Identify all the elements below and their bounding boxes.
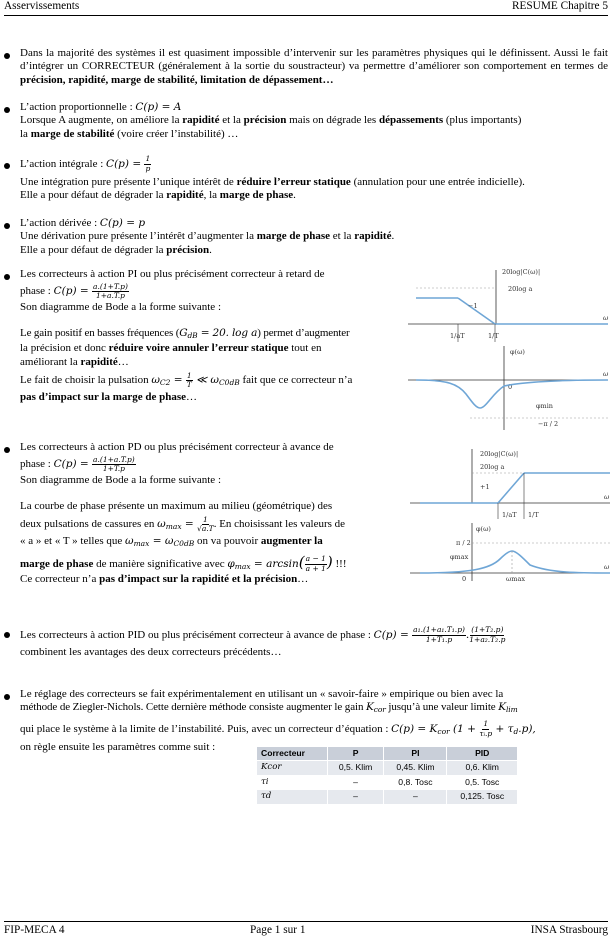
intro-paragraph [20, 47, 608, 87]
pi-tick-1T: 1/T [488, 332, 499, 340]
ziegler-nichols-section: Le réglage des correcteurs se fait expérimentalement en utilisant un « savoir-faire » empirique ou bien avec la méthode de Ziegler-Nichols. Cette dernière méthode consiste augmenter le gain Kcor jusqu’à une valeur limite Klim qui place le système à la limite de l’instabilité. Puis, avec un correcteur d’équation : C(p) = Kcor (1 + $\frac{1}{\text{τᵢ.p}}$ + τd.p), on règle ensuite les paramètres comme suit : [20, 688, 536, 753]
pd-phi-max: φmax [450, 553, 469, 561]
integral-title: L’action intégrale : [20, 158, 107, 170]
pd-phase-label: φ(ω) [476, 525, 491, 533]
table-cell: – [384, 790, 447, 804]
page-footer [4, 921, 608, 936]
table-row [257, 761, 518, 775]
pi-phi-min: φmin [536, 402, 553, 410]
table-cell: – [327, 775, 384, 789]
pd-w-max: ωmax [506, 575, 526, 583]
ziegler-nichols-table [256, 746, 518, 805]
table-cell: 0,8. Tosc [384, 775, 447, 789]
table-cell: 0,125. Tosc [447, 790, 518, 804]
bullet [4, 53, 10, 59]
intro-text: Dans la majorité des systèmes il est quasiment impossible d’intervenir sur les paramètres physiques qui le définissent. Aussi le fait d’intégrer un CORRECTEUR (généralement à la sortie du soustracteur) va permettre d’améliorer son comportement en termes de [20, 47, 608, 73]
bullet [4, 107, 10, 113]
pd-pi2: π / 2 [456, 539, 471, 547]
bullet [4, 694, 10, 700]
table-header: PI [384, 747, 447, 761]
svg-text:0: 0 [508, 383, 513, 391]
svg-text:ω: ω [603, 314, 609, 322]
table-cell: τi [257, 775, 328, 789]
footer-right: INSA Strasbourg [530, 924, 608, 936]
footer-center: Page 1 sur 1 [250, 924, 306, 936]
table-header-row [257, 747, 518, 761]
header-right: RESUME Chapitre 5 [511, 0, 608, 12]
proportional-formula: C(p) = A [135, 101, 182, 113]
intro-bold: précision, rapidité, marge de stabilité, limitation de dépassement… [20, 73, 334, 86]
table-cell: τd [257, 790, 328, 804]
bullet [4, 223, 10, 229]
page-header [4, 0, 608, 16]
pd-slope-label: +1 [480, 483, 490, 491]
bullet [4, 274, 10, 280]
pi-gain-label: 20log|C(ω)| [502, 268, 541, 276]
pd-gain-level: 20log a [480, 463, 505, 471]
svg-text:ω: ω [604, 493, 610, 501]
pi-gain-level: 20log a [508, 285, 533, 293]
table-header: Correcteur [257, 747, 328, 761]
footer-left: FIP-MECA 4 [4, 924, 65, 936]
header-left: Asservissements [4, 0, 80, 12]
bullet [4, 447, 10, 453]
bullet [4, 632, 10, 638]
svg-text:0: 0 [462, 575, 467, 583]
pi-tick-1aT: 1/aT [450, 332, 465, 340]
table-cell: Kcor [257, 761, 328, 775]
pd-tick-1aT: 1/aT [502, 511, 517, 519]
svg-text:ω: ω [604, 563, 610, 571]
pd-gain-label: 20log|C(ω)| [480, 450, 519, 458]
proportional-section: L’action proportionnelle : C(p) = A Lorsque A augmente, on améliore la rapidité et la précision mais on dégrade les dépassements (plus importants) la marge de stabilité (voire créer l’instabilité) … [20, 101, 522, 140]
table-cell: 0,45. Klim [384, 761, 447, 775]
bullet [4, 163, 10, 169]
pd-bode-diagram [410, 447, 612, 587]
table-row [257, 775, 518, 789]
table-cell: 0,5. Klim [327, 761, 384, 775]
table-row [257, 790, 518, 804]
pi-neg-pi2: −π / 2 [538, 420, 559, 428]
derivative-title: L’action dérivée : [20, 217, 100, 229]
table-cell: 0,6. Klim [447, 761, 518, 775]
integral-section: L’action intégrale : C(p) = $\frac{1}{p}$ Une intégration pure présente l’unique intérêt de réduire l’erreur statique (annulation pour une entrée indicielle). Elle a pour défaut de dégrader la rapidité, la marge de phase. [20, 154, 525, 202]
pi-slope-label: −1 [468, 302, 478, 310]
table-cell: 0,5. Tosc [447, 775, 518, 789]
pi-bode-diagram [408, 262, 612, 434]
table-cell: – [327, 790, 384, 804]
proportional-title: L’action proportionnelle : [20, 101, 136, 113]
pd-tick-1T: 1/T [528, 511, 539, 519]
pid-section: Les correcteurs à action PID ou plus précisément correcteur à avance de phase : C(p) = $\frac{\text{a₁.(1+a₁.T₁.p)}}{\text{1+T₁.p}}$ . $\frac{\text{(1+T₂.p)}}{\text{1+a₂.T₂.p}}$ combinent les avantages des deux correcteurs précédents… [20, 625, 506, 658]
derivative-section: L’action dérivée : C(p) = p Une dérivation pure présente l’intérêt d’augmenter la marge de phase et la rapidité. Elle a pour défaut de dégrader la précision. [20, 217, 395, 256]
pi-phase-label: φ(ω) [510, 348, 525, 356]
pd-section: Les correcteurs à action PD ou plus précisément correcteur à avance de phase : C(p) = $\frac{a.(1+a.T.p)}{1+T.p}$ Son diagramme de Bode a la forme suivante : La courbe de phase présente un maximum au milieu (géométrique) des deux pulsations de cassures en ωmax = $\frac{1}{√a.T}$ . En choisissant les valeurs de « a » et « T » telles que ωmax = ωC0dB on va pouvoir augmenter la marge de phase de manière significative avec φmax = arcsin( $\frac{a - 1}{a + 1}$ ) !!! Ce correcteur n’a pas d’impact sur la rapidité et la précision… [20, 441, 347, 585]
table-header: P [327, 747, 384, 761]
pi-section: Les correcteurs à action PI ou plus précisément correcteur à retard de phase : C(p) = $\frac{a.(1+T.p)}{1+a.T.p}$ Son diagramme de Bode a la forme suivante : Le gain positif en basses fréquences (GdB = 20. log a) permet d’augmenter la précision et donc réduire voire annuler l’erreur statique tout en améliorant la rapidité… Le fait de choisir la pulsation ωC2 = $\frac{1}{T}$ ≪ ωC0dB fait que ce correcteur n’a pas d’impact sur la marge de phase… [20, 268, 353, 404]
svg-text:ω: ω [603, 370, 609, 378]
table-header: PID [447, 747, 518, 761]
